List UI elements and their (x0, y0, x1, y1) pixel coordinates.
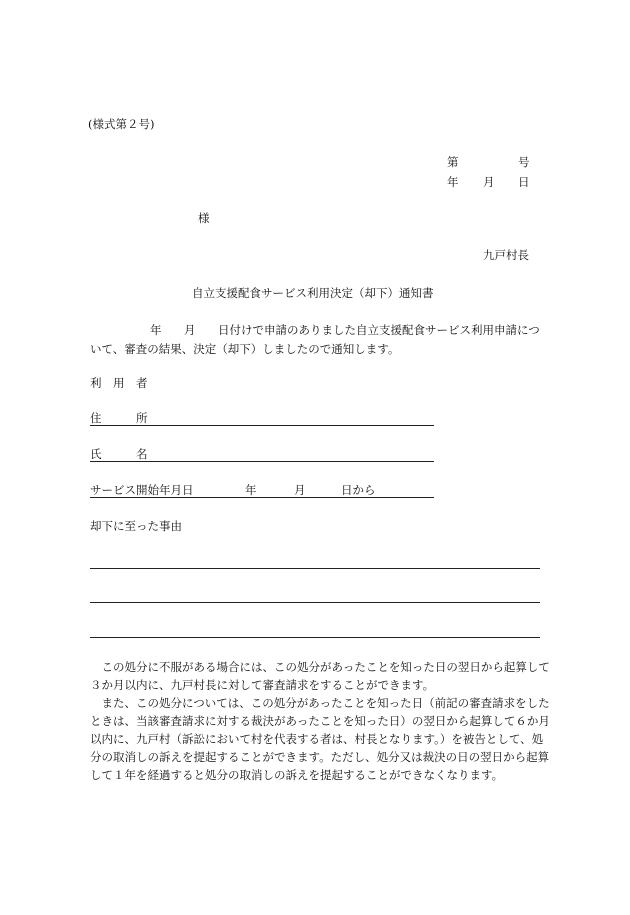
intro-text-line1: 日付けで申請のありました自立支援配食サービス利用申請につ (218, 323, 540, 337)
reason-label: 却下に至った事由 (90, 519, 182, 533)
number-prefix: 第 (447, 155, 459, 169)
date-month: 月 (483, 175, 495, 189)
reason-line-1 (90, 568, 540, 569)
address-label: 住 所 (90, 411, 148, 425)
notice-paragraph-2: また、この処分については、この処分があったことを知った日（前記の審査請求をしたときは、当該審査請求に対する裁決があったことを知った日）の翌日から起算して６か月以内に、九戸村（訴訟において村を代表する者は、村長となります。）を被告として、処分の取消しの訴えを提起することができます。ただし、処分又は裁決の日の翌日から起算して１年を経過すると処分の取消しの訴えを提起することができなくなります。 (90, 696, 550, 782)
intro-month: 月 (184, 323, 196, 337)
start-year: 年 (245, 483, 257, 497)
addressee-suffix: 様 (198, 211, 210, 225)
notice-paragraph-1: この処分に不服がある場合には、この処分があったことを知った日の翌日から起算して３か月以内に、九戸村長に対して審査請求をすることができます。 (90, 660, 550, 692)
number-suffix: 号 (518, 155, 530, 169)
intro-text-line2: いて、審査の結果、決定（却下）しましたので通知します。 (90, 342, 400, 356)
start-date-line (90, 497, 434, 498)
intro-year: 年 (150, 323, 162, 337)
name-label: 氏 名 (90, 447, 148, 461)
start-month: 月 (294, 483, 306, 497)
date-year: 年 (447, 175, 459, 189)
reason-line-2 (90, 602, 540, 603)
address-line (90, 425, 434, 426)
user-label: 利 用 者 (90, 376, 148, 390)
date-day: 日 (518, 175, 530, 189)
reason-line-3 (90, 637, 540, 638)
name-line (90, 461, 434, 462)
start-date-label: サービス開始年月日 (90, 483, 194, 497)
document-title: 自立支援配食サービス利用決定（却下）通知書 (192, 286, 434, 300)
issuer-name: 九戸村長 (483, 248, 529, 262)
notice-block (90, 658, 552, 784)
start-from: 日から (341, 483, 376, 497)
form-label: (様式第２号) (88, 117, 155, 131)
